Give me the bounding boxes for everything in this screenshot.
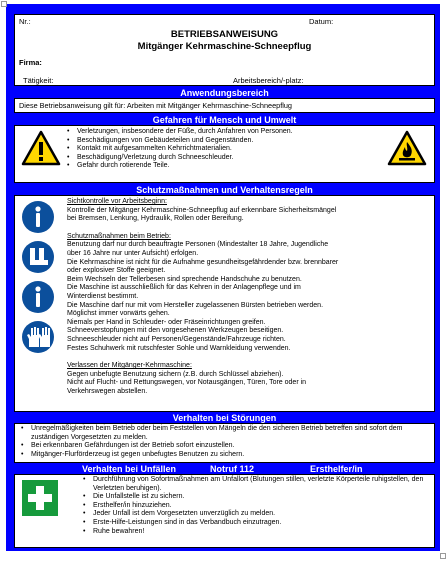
verlassen-title: Verlassen der Mitgänger-Kehrmaschine:: [67, 362, 192, 370]
betrieb-line: Die Maschine darf nur mit vom Hersteller zugelassenen Bürsten betrieben werden.: [67, 301, 324, 309]
safety-boots-icon: [21, 240, 55, 274]
gefahren-list: [65, 128, 385, 171]
gefahren-item: • Beschädigungen von Gebäudeteilen und Gegenständen.: [65, 137, 385, 146]
unfaelle-item: • Ersthelfer/in hinzuziehen.: [81, 502, 426, 511]
flammable-icon: [387, 130, 427, 166]
document-title: BETRIEBSANWEISUNG: [170, 29, 279, 40]
sichtkontrolle-line: Kontrolle der Mitgänger Kehrmaschine-Schneepflug auf erkennbare Sicherheitsmängel: [67, 206, 337, 214]
stoerungen-heading: Verhalten bei Störungen: [14, 413, 435, 423]
betrieb-title: Schutzmaßnahmen beim Betrieb:: [67, 232, 171, 240]
betrieb-line: oder explosiver Stoffe geeignet.: [67, 267, 166, 275]
stoerungen-item: • Mitgänger-Flurförderzeug ist gegen unbefugtes Benutzen zu sichern.: [19, 451, 429, 460]
unfaelle-list: [81, 476, 426, 536]
gefahren-item: • Kontakt mit aufgesammelten Kehrrichtmaterialien.: [65, 145, 385, 154]
warning-icon: [21, 130, 61, 166]
gefahren-item: • Gefahr durch rotierende Teile.: [65, 162, 385, 171]
unfaelle-item: • Ruhe bewahren!: [81, 528, 426, 537]
schutz-text: [67, 198, 427, 396]
unfaelle-heading: Verhalten bei Unfällen: [82, 464, 177, 474]
anwendungsbereich-heading: Anwendungsbereich: [14, 88, 435, 98]
mandatory-instructions-icon: [21, 200, 55, 234]
stoerungen-list: [19, 425, 429, 459]
betrieb-line: über 16 Jahre nur unter Aufsicht) erfolgen.: [67, 249, 199, 257]
verlassen-line: Nicht auf Flucht- und Rettungswegen, vor Notausgängen, Türen, Tore oder in: [67, 379, 307, 387]
unfaelle-item: • Durchführung von Sofortmaßnahmen am Unfallort (Blutungen stillen, verletzte Körperteile ruhigstellen, den Verletzten beruhigen).: [81, 476, 426, 493]
firma-label: Firma:: [19, 58, 42, 67]
betrieb-line: Möglichst immer vorwärts gehen.: [67, 310, 170, 318]
schutzmassnahmen-box: [14, 195, 435, 412]
betrieb-line: Festes Schuhwerk mit rutschfester Sohle und Warnkleidung verwenden.: [67, 344, 291, 352]
unfaelle-item: • Erste-Hilfe-Leistungen sind in das Verbandbuch einzutragen.: [81, 519, 426, 528]
nr-label: Nr.:: [19, 17, 31, 26]
betrieb-line: Schneeverstopfungen mit den vorgesehenen Werkzeugen beseitigen.: [67, 327, 284, 335]
stoerungen-box: [14, 423, 435, 463]
unfaelle-box: [14, 474, 435, 548]
betrieb-line: Winterdienst bestimmt.: [67, 292, 139, 300]
unfaelle-heading-bar: [14, 464, 435, 474]
gefahren-item: • Verletzungen, insbesondere der Füße, durch Anfahren von Personen.: [65, 128, 385, 137]
anwendungsbereich-box: [14, 98, 435, 113]
mandatory-instructions-icon: [21, 280, 55, 314]
betrieb-line: Schneeschleuder nicht auf Personen/Gegenstände/Fahrzeuge richten.: [67, 335, 286, 343]
first-aid-icon: [21, 479, 59, 517]
stoerungen-item: • Unregelmäßigkeiten beim Betrieb oder beim Feststellen von Mängeln die den sicheren Betrieb betreffen sind sofort dem zuständigen Vorgesetzten zu melden.: [19, 425, 429, 442]
verlassen-line: Gegen unbefugte Benutzung sichern (z.B. durch Schlüssel abziehen).: [67, 370, 284, 378]
gefahren-heading: Gefahren für Mensch und Umwelt: [14, 115, 435, 125]
notruf-label: Notruf 112: [210, 464, 255, 474]
unfaelle-item: • Jeder Unfall ist dem Vorgesetzten unverzüglich zu melden.: [81, 510, 426, 519]
anwendungsbereich-text: Diese Betriebsanweisung gilt für: Arbeiten mit Mitgänger Kehrmaschine-Schneepflug: [19, 101, 292, 110]
page-corner-marker: [1, 1, 7, 7]
gefahren-item: • Beschädigung/Verletzung durch Schneeschleuder.: [65, 154, 385, 163]
verlassen-line: Verkehrswegen abstellen.: [67, 387, 148, 395]
unfaelle-item: • Die Unfallstelle ist zu sichern.: [81, 493, 426, 502]
betrieb-line: Die Kehrmaschine ist nicht für die Aufnahme gesundheitsgefährdender bzw. brennbarer: [67, 258, 339, 266]
stoerungen-item: • Bei erkennbaren Gefährdungen ist der Betrieb sofort einzustellen.: [19, 442, 429, 451]
schutzmassnahmen-heading: Schutzmaßnahmen und Verhaltensregeln: [14, 185, 435, 195]
sichtkontrolle-line: bei Bremsen, Lenkung, Hydraulik, Rollen oder Bereifung.: [67, 215, 244, 223]
document-subtitle: Mitgänger Kehrmaschine-Schneepflug: [137, 41, 312, 52]
page-corner-marker: [440, 553, 446, 559]
sichtkontrolle-title: Sichtkontrolle vor Arbeitsbeginn:: [67, 198, 167, 205]
gefahren-box: [14, 125, 435, 183]
betrieb-line: Benutzung darf nur durch beauftragte Personen (Mindestalter 18 Jahre, Jugendliche: [67, 241, 329, 249]
betrieb-line: Beim Wechseln der Tellerbesen sind sprechende Handschuhe zu benutzen.: [67, 275, 302, 283]
taetigkeit-label: Tätigkeit:: [23, 76, 54, 85]
betrieb-line: Niemals per Hand in Schleuder- oder Fräseinrichtungen greifen.: [67, 318, 266, 326]
arbeitsbereich-label: Arbeitsbereich/-platz:: [233, 76, 304, 85]
gloves-icon: [21, 320, 55, 354]
header-box: [14, 14, 435, 86]
datum-label: Datum:: [309, 17, 334, 26]
ersthelfer-label: Ersthelfer/in: [310, 464, 363, 474]
betrieb-line: Die Maschine ist ausschließlich für das Kehren in der Anlagenpflege und im: [67, 284, 301, 292]
